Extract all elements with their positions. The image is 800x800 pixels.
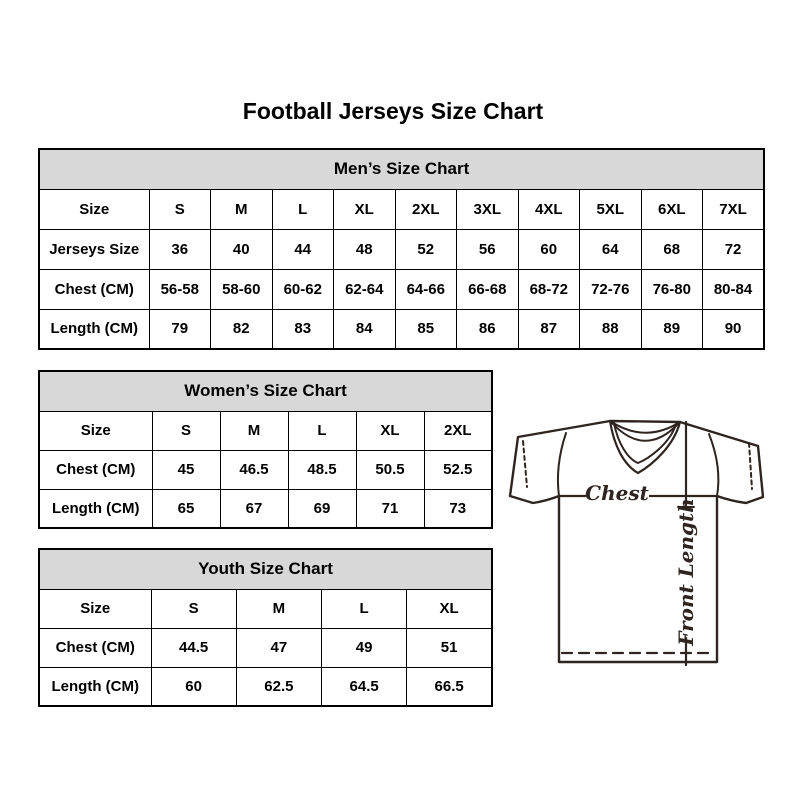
value-cell: XL xyxy=(356,411,424,450)
value-cell: 76-80 xyxy=(641,269,703,309)
left-sleeve-seam xyxy=(558,433,566,496)
value-cell: 62.5 xyxy=(236,667,321,706)
value-cell: XL xyxy=(407,589,492,628)
table-row xyxy=(39,189,764,229)
mens-size-table xyxy=(38,148,765,350)
table-row xyxy=(39,411,492,450)
table-row xyxy=(39,667,492,706)
value-cell: L xyxy=(288,411,356,450)
value-cell: 5XL xyxy=(580,189,642,229)
value-cell: 64 xyxy=(580,229,642,269)
value-cell: M xyxy=(236,589,321,628)
value-cell: L xyxy=(272,189,334,229)
value-cell: 79 xyxy=(149,309,211,349)
row-label-cell: Length (CM) xyxy=(39,309,149,349)
table-header-row xyxy=(39,371,492,411)
value-cell: 87 xyxy=(518,309,580,349)
value-cell: 71 xyxy=(356,489,424,528)
value-cell: 46.5 xyxy=(220,450,288,489)
value-cell: 68-72 xyxy=(518,269,580,309)
value-cell: 60 xyxy=(151,667,236,706)
value-cell: 62-64 xyxy=(334,269,396,309)
value-cell: 2XL xyxy=(424,411,492,450)
youth-size-table xyxy=(38,548,493,707)
front-length-label: Front Length xyxy=(674,498,698,646)
value-cell: 51 xyxy=(407,628,492,667)
table-title: Men’s Size Chart xyxy=(39,149,764,189)
value-cell: 89 xyxy=(641,309,703,349)
value-cell: 83 xyxy=(272,309,334,349)
womens-size-table xyxy=(38,370,493,529)
value-cell: 82 xyxy=(211,309,273,349)
value-cell: 52.5 xyxy=(424,450,492,489)
row-label-cell: Jerseys Size xyxy=(39,229,149,269)
table-row xyxy=(39,450,492,489)
value-cell: 66-68 xyxy=(457,269,519,309)
table-row xyxy=(39,309,764,349)
value-cell: 90 xyxy=(703,309,765,349)
row-label-cell: Chest (CM) xyxy=(39,450,152,489)
value-cell: 6XL xyxy=(641,189,703,229)
value-cell: M xyxy=(211,189,273,229)
value-cell: 3XL xyxy=(457,189,519,229)
table-title: Youth Size Chart xyxy=(39,549,492,589)
row-label-cell: Size xyxy=(39,189,149,229)
row-label-cell: Length (CM) xyxy=(39,667,151,706)
left-cuff-dashed-line xyxy=(523,441,527,487)
value-cell: S xyxy=(151,589,236,628)
value-cell: S xyxy=(152,411,220,450)
table-title: Women’s Size Chart xyxy=(39,371,492,411)
value-cell: 4XL xyxy=(518,189,580,229)
value-cell: 72 xyxy=(703,229,765,269)
value-cell: S xyxy=(149,189,211,229)
row-label-cell: Size xyxy=(39,411,152,450)
vneck-outer xyxy=(610,421,680,473)
value-cell: 69 xyxy=(288,489,356,528)
value-cell: 64.5 xyxy=(322,667,407,706)
row-label-cell: Chest (CM) xyxy=(39,269,149,309)
value-cell: 45 xyxy=(152,450,220,489)
value-cell: 7XL xyxy=(703,189,765,229)
value-cell: 65 xyxy=(152,489,220,528)
value-cell: 2XL xyxy=(395,189,457,229)
jersey-outline xyxy=(510,421,763,662)
row-label-cell: Length (CM) xyxy=(39,489,152,528)
value-cell: 64-66 xyxy=(395,269,457,309)
value-cell: 66.5 xyxy=(407,667,492,706)
value-cell: 44 xyxy=(272,229,334,269)
value-cell: 49 xyxy=(322,628,407,667)
value-cell: L xyxy=(322,589,407,628)
value-cell: 56-58 xyxy=(149,269,211,309)
table-header-row xyxy=(39,149,764,189)
right-cuff-dashed-line xyxy=(749,443,752,489)
value-cell: 60-62 xyxy=(272,269,334,309)
value-cell: 67 xyxy=(220,489,288,528)
value-cell: 86 xyxy=(457,309,519,349)
table-row xyxy=(39,489,492,528)
page-title: Football Jerseys Size Chart xyxy=(242,98,544,124)
table-header-row xyxy=(39,549,492,589)
value-cell: 50.5 xyxy=(356,450,424,489)
value-cell: XL xyxy=(334,189,396,229)
table-row xyxy=(39,628,492,667)
right-sleeve-seam xyxy=(709,434,718,496)
value-cell: 85 xyxy=(395,309,457,349)
value-cell: 40 xyxy=(211,229,273,269)
value-cell: 88 xyxy=(580,309,642,349)
value-cell: 47 xyxy=(236,628,321,667)
value-cell: 80-84 xyxy=(703,269,765,309)
value-cell: 60 xyxy=(518,229,580,269)
jersey-measurement-diagram xyxy=(506,414,768,668)
value-cell: 56 xyxy=(457,229,519,269)
value-cell: M xyxy=(220,411,288,450)
value-cell: 84 xyxy=(334,309,396,349)
value-cell: 58-60 xyxy=(211,269,273,309)
chest-label: Chest xyxy=(585,481,649,505)
table-row xyxy=(39,589,492,628)
value-cell: 68 xyxy=(641,229,703,269)
value-cell: 44.5 xyxy=(151,628,236,667)
value-cell: 36 xyxy=(149,229,211,269)
table-row xyxy=(39,229,764,269)
value-cell: 52 xyxy=(395,229,457,269)
value-cell: 48.5 xyxy=(288,450,356,489)
row-label-cell: Chest (CM) xyxy=(39,628,151,667)
table-row xyxy=(39,269,764,309)
value-cell: 48 xyxy=(334,229,396,269)
row-label-cell: Size xyxy=(39,589,151,628)
value-cell: 72-76 xyxy=(580,269,642,309)
value-cell: 73 xyxy=(424,489,492,528)
